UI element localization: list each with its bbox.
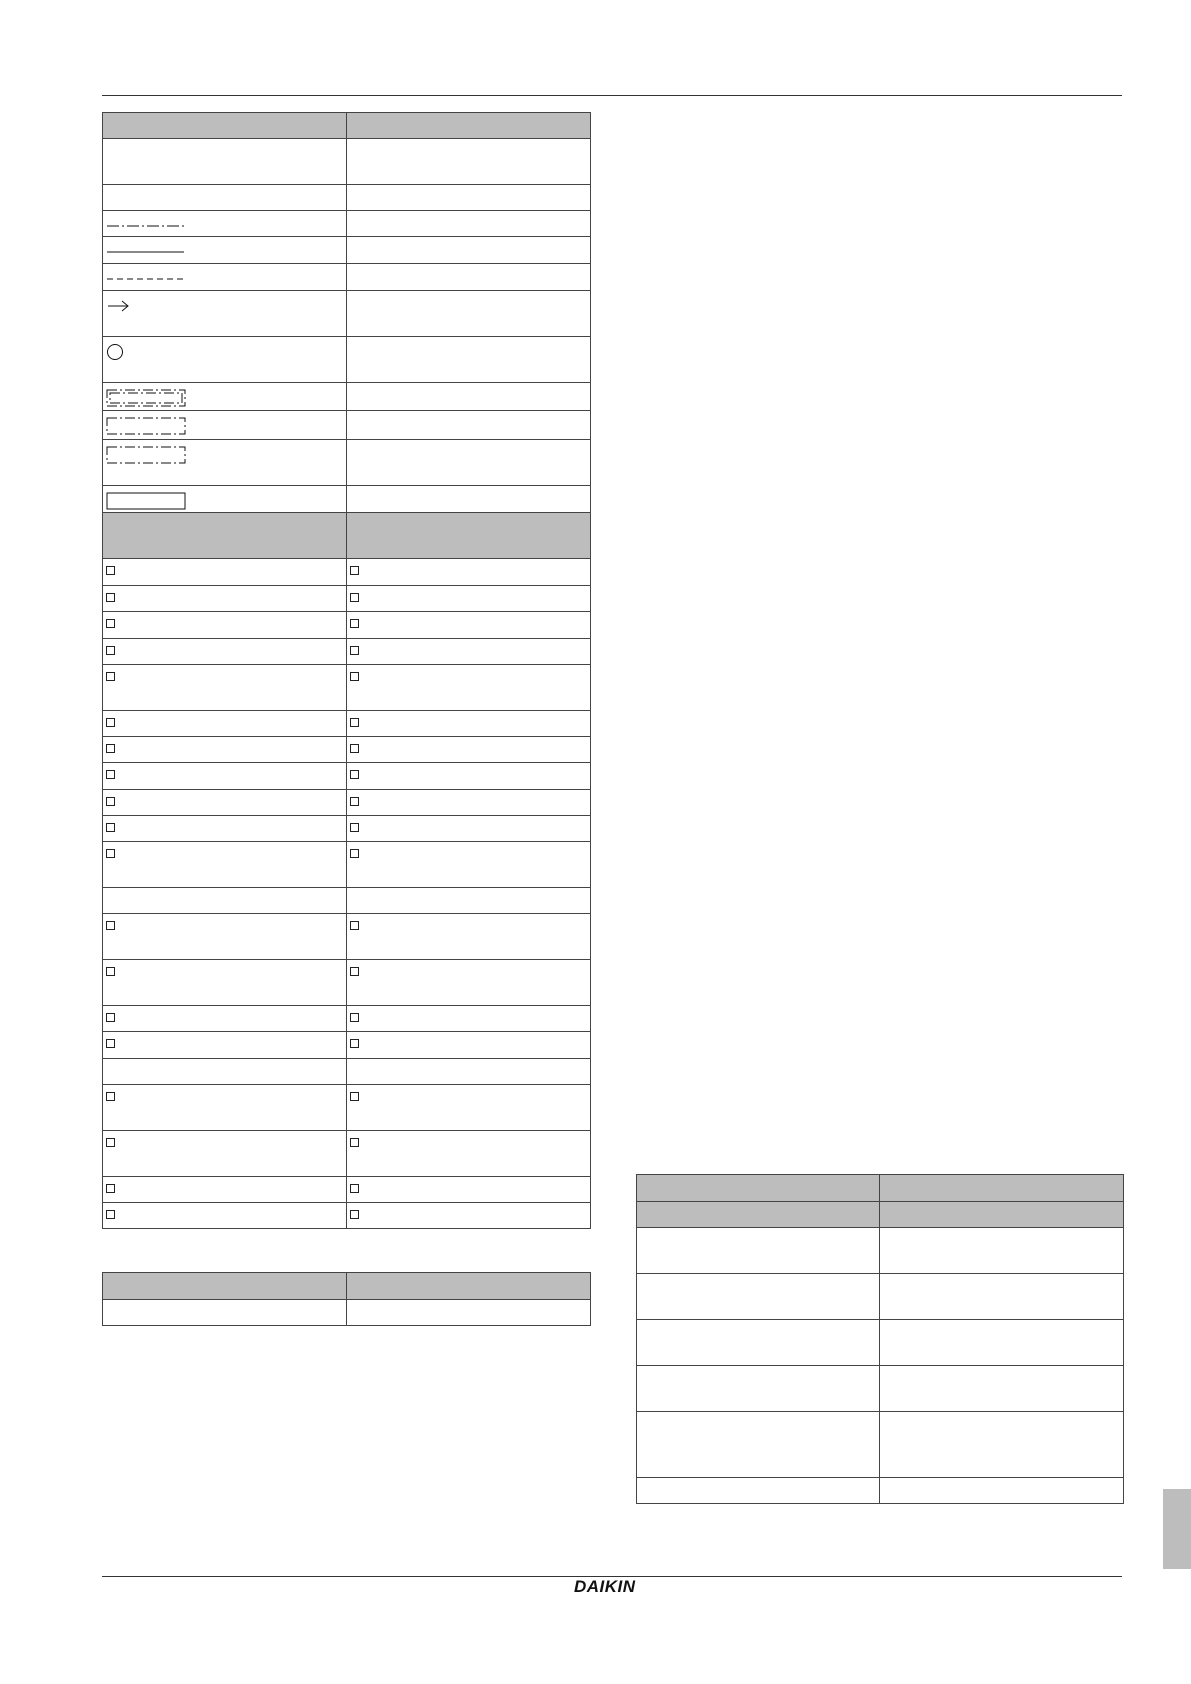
checkbox-icon[interactable] bbox=[350, 770, 359, 779]
checkbox-icon[interactable] bbox=[106, 672, 115, 681]
table-cell-right bbox=[347, 185, 591, 211]
table-cell-left bbox=[103, 1177, 347, 1203]
table-cell-right bbox=[347, 211, 591, 237]
table-cell-left bbox=[103, 612, 347, 639]
checkbox-icon[interactable] bbox=[106, 967, 115, 976]
table-cell-right bbox=[880, 1202, 1124, 1228]
table-cell-left bbox=[637, 1412, 880, 1478]
chapter-tab-marker bbox=[1163, 1489, 1191, 1569]
table-cell-right bbox=[347, 513, 591, 559]
table-cell-right bbox=[347, 1300, 591, 1326]
checkbox-icon[interactable] bbox=[350, 1184, 359, 1193]
checkbox-icon[interactable] bbox=[350, 1013, 359, 1022]
table-cell-right bbox=[347, 711, 591, 737]
checkbox-icon[interactable] bbox=[350, 619, 359, 628]
table-cell-left bbox=[637, 1175, 880, 1202]
table-cell-right bbox=[880, 1274, 1124, 1320]
table-row bbox=[103, 185, 591, 211]
table-cell-right bbox=[347, 960, 591, 1006]
table-cell-left bbox=[103, 559, 347, 586]
table-cell-right bbox=[880, 1478, 1124, 1504]
checkbox-icon[interactable] bbox=[106, 1184, 115, 1193]
table-row bbox=[103, 612, 591, 639]
table-cell-right bbox=[880, 1175, 1124, 1202]
table-cell-right bbox=[347, 1085, 591, 1131]
checkbox-icon[interactable] bbox=[350, 967, 359, 976]
table-cell-right bbox=[347, 737, 591, 763]
table-cell-left bbox=[103, 763, 347, 790]
table-header-row bbox=[637, 1202, 1124, 1228]
checkbox-icon[interactable] bbox=[106, 1210, 115, 1219]
checkbox-icon[interactable] bbox=[350, 1039, 359, 1048]
table-row bbox=[103, 1203, 591, 1229]
table-cell-right bbox=[347, 440, 591, 486]
table-cell-left bbox=[103, 790, 347, 816]
checkbox-icon[interactable] bbox=[350, 566, 359, 575]
table-cell-left bbox=[637, 1478, 880, 1504]
checkbox-icon[interactable] bbox=[106, 744, 115, 753]
table-cell-left bbox=[103, 440, 347, 486]
checkbox-icon[interactable] bbox=[106, 1013, 115, 1022]
table-row bbox=[103, 1131, 591, 1177]
table-row bbox=[103, 763, 591, 790]
table-cell-right bbox=[347, 816, 591, 842]
table-cell-right bbox=[347, 842, 591, 888]
table-row bbox=[103, 237, 591, 264]
table-cell-right bbox=[347, 559, 591, 586]
table-cell-left bbox=[103, 1006, 347, 1032]
table-row bbox=[103, 914, 591, 960]
table-cell-right bbox=[347, 411, 591, 440]
checkbox-icon[interactable] bbox=[350, 646, 359, 655]
checkbox-icon[interactable] bbox=[350, 797, 359, 806]
table-cell-right bbox=[347, 1203, 591, 1229]
table-row bbox=[103, 816, 591, 842]
table-row bbox=[103, 211, 591, 237]
table-cell-left bbox=[103, 291, 347, 337]
checkbox-icon[interactable] bbox=[106, 849, 115, 858]
table-row bbox=[103, 1032, 591, 1059]
table-header-row bbox=[103, 1273, 591, 1300]
table-row bbox=[103, 1177, 591, 1203]
table-cell-left bbox=[637, 1274, 880, 1320]
table-cell-left bbox=[103, 711, 347, 737]
table-cell-right bbox=[347, 237, 591, 264]
table-cell-right bbox=[347, 1131, 591, 1177]
checkbox-icon[interactable] bbox=[350, 672, 359, 681]
table-row bbox=[103, 291, 591, 337]
table-row bbox=[103, 888, 591, 914]
table-cell-right bbox=[347, 139, 591, 185]
table-cell-right bbox=[347, 665, 591, 711]
table-cell-right bbox=[880, 1320, 1124, 1366]
solid-box-icon bbox=[106, 492, 186, 510]
table-cell-left bbox=[103, 411, 347, 440]
table-cell-right bbox=[347, 763, 591, 790]
table-cell-left bbox=[103, 139, 347, 185]
table-cell-left bbox=[103, 264, 347, 291]
checkbox-icon[interactable] bbox=[106, 619, 115, 628]
dash-dot-line-icon bbox=[106, 217, 186, 235]
table-cell-left bbox=[637, 1320, 880, 1366]
specification-table bbox=[636, 1174, 1124, 1504]
table-cell-left bbox=[103, 1273, 347, 1300]
table-row bbox=[103, 486, 591, 513]
table-cell-right bbox=[347, 486, 591, 513]
checkbox-icon[interactable] bbox=[106, 921, 115, 930]
table-row bbox=[103, 411, 591, 440]
checkbox-icon[interactable] bbox=[350, 744, 359, 753]
circle-icon bbox=[106, 343, 186, 361]
table-cell-right bbox=[347, 612, 591, 639]
table-row bbox=[103, 737, 591, 763]
daikin-logo: DAIKIN bbox=[574, 1577, 636, 1596]
table-cell-left bbox=[637, 1366, 880, 1412]
table-cell-left bbox=[103, 1203, 347, 1229]
table-cell-right bbox=[347, 264, 591, 291]
table-row bbox=[103, 139, 591, 185]
header-rule bbox=[102, 95, 1122, 96]
checkbox-icon[interactable] bbox=[106, 1039, 115, 1048]
checkbox-icon[interactable] bbox=[106, 566, 115, 575]
checkbox-icon[interactable] bbox=[350, 823, 359, 832]
table-row bbox=[103, 337, 591, 383]
table-row bbox=[637, 1274, 1124, 1320]
checkbox-icon[interactable] bbox=[350, 921, 359, 930]
table-cell-left bbox=[103, 237, 347, 264]
table-cell-right bbox=[347, 790, 591, 816]
checkbox-icon[interactable] bbox=[106, 718, 115, 727]
table-header-row bbox=[103, 113, 591, 139]
table-cell-left bbox=[103, 665, 347, 711]
dashdot-box-icon bbox=[106, 446, 186, 464]
table-cell-right bbox=[347, 1032, 591, 1059]
table-header-row bbox=[637, 1175, 1124, 1202]
table-cell-left bbox=[103, 513, 347, 559]
table-cell-left bbox=[103, 816, 347, 842]
table-cell-left bbox=[103, 1300, 347, 1326]
table-cell-right bbox=[347, 914, 591, 960]
table-row bbox=[103, 1059, 591, 1085]
table-row bbox=[103, 1085, 591, 1131]
table-row bbox=[103, 264, 591, 291]
checkbox-icon[interactable] bbox=[106, 646, 115, 655]
table-cell-right bbox=[347, 586, 591, 612]
table-cell-right bbox=[347, 1177, 591, 1203]
checkbox-icon[interactable] bbox=[106, 593, 115, 602]
table-row bbox=[103, 559, 591, 586]
table-cell-right bbox=[347, 1273, 591, 1300]
table-row bbox=[637, 1320, 1124, 1366]
table-cell-left bbox=[103, 914, 347, 960]
table-cell-left bbox=[637, 1228, 880, 1274]
table-cell-right bbox=[880, 1366, 1124, 1412]
checkbox-icon[interactable] bbox=[350, 1092, 359, 1101]
table-cell-left bbox=[637, 1202, 880, 1228]
table-cell-left bbox=[103, 1085, 347, 1131]
table-cell-right bbox=[347, 383, 591, 411]
checkbox-icon[interactable] bbox=[106, 797, 115, 806]
table-row bbox=[103, 960, 591, 1006]
table-cell-right bbox=[347, 337, 591, 383]
dashdot-box-icon bbox=[106, 417, 186, 435]
table-cell-left bbox=[103, 211, 347, 237]
table-cell-left bbox=[103, 185, 347, 211]
table-cell-right bbox=[880, 1228, 1124, 1274]
table-cell-left bbox=[103, 737, 347, 763]
table-row bbox=[103, 639, 591, 665]
table-cell-left bbox=[103, 383, 347, 411]
table-row bbox=[103, 383, 591, 411]
table-row bbox=[103, 665, 591, 711]
arrow-right-icon bbox=[106, 297, 186, 315]
table-row bbox=[103, 440, 591, 486]
table-header-row bbox=[103, 513, 591, 559]
table-cell-left bbox=[103, 1131, 347, 1177]
table-cell-left bbox=[103, 337, 347, 383]
table-cell-left bbox=[103, 586, 347, 612]
checkbox-icon[interactable] bbox=[106, 1138, 115, 1147]
table-cell-left bbox=[103, 639, 347, 665]
table-row bbox=[637, 1366, 1124, 1412]
table-row bbox=[103, 711, 591, 737]
symbol-legend-table bbox=[102, 112, 591, 1229]
table-cell-right bbox=[347, 291, 591, 337]
table-cell-right bbox=[347, 113, 591, 139]
solid-line-icon bbox=[106, 243, 186, 261]
table-row bbox=[637, 1412, 1124, 1478]
table-row bbox=[637, 1478, 1124, 1504]
table-row bbox=[103, 1300, 591, 1326]
table-cell-left bbox=[103, 486, 347, 513]
double-dashdot-box-icon bbox=[106, 389, 186, 407]
table-row bbox=[103, 1006, 591, 1032]
table-cell-right bbox=[347, 1059, 591, 1085]
table-cell-left bbox=[103, 960, 347, 1006]
checkbox-icon[interactable] bbox=[350, 718, 359, 727]
table-cell-left bbox=[103, 888, 347, 914]
table-row bbox=[103, 842, 591, 888]
table-cell-left bbox=[103, 1059, 347, 1085]
checkbox-icon[interactable] bbox=[350, 593, 359, 602]
secondary-table bbox=[102, 1272, 591, 1326]
checkbox-icon[interactable] bbox=[106, 770, 115, 779]
checkbox-icon[interactable] bbox=[350, 1138, 359, 1147]
checkbox-icon[interactable] bbox=[350, 1210, 359, 1219]
table-row bbox=[637, 1228, 1124, 1274]
table-cell-right bbox=[347, 888, 591, 914]
checkbox-icon[interactable] bbox=[350, 849, 359, 858]
table-cell-left bbox=[103, 842, 347, 888]
table-cell-right bbox=[347, 639, 591, 665]
table-cell-right bbox=[347, 1006, 591, 1032]
dashed-line-icon bbox=[106, 270, 186, 288]
table-cell-right bbox=[880, 1412, 1124, 1478]
checkbox-icon[interactable] bbox=[106, 1092, 115, 1101]
table-cell-left bbox=[103, 113, 347, 139]
table-row bbox=[103, 586, 591, 612]
checkbox-icon[interactable] bbox=[106, 823, 115, 832]
table-row bbox=[103, 790, 591, 816]
table-cell-left bbox=[103, 1032, 347, 1059]
